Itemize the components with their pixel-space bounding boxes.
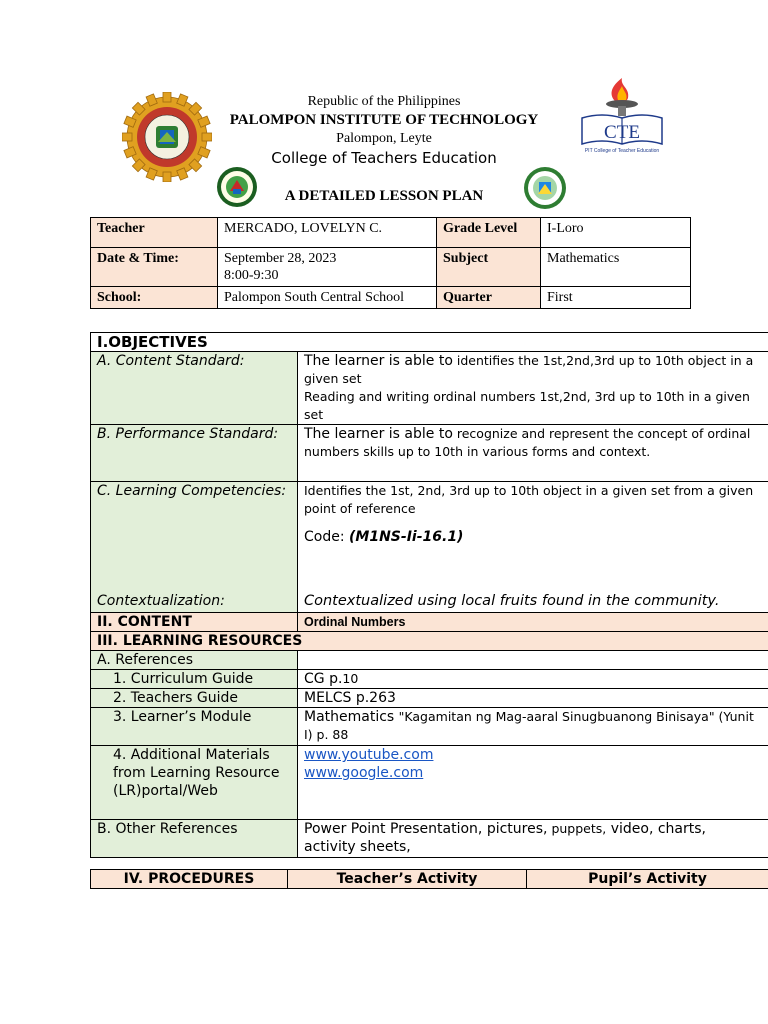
content-heading: II. CONTENT <box>91 613 298 632</box>
date-time-value <box>218 248 437 287</box>
references-label: A. References <box>91 651 298 670</box>
learning-competencies-value <box>298 482 768 613</box>
contextualization-text: Contextualized using local fruits found in the community. <box>304 593 720 609</box>
school-seal-right-icon <box>523 166 567 210</box>
cte-logo-caption: PIT College of Teacher Education <box>584 148 660 154</box>
time-value: 8:00-9:30 <box>224 268 279 283</box>
performance-standard-lead: The learner is able to <box>304 426 453 442</box>
curriculum-guide-label: 1. Curriculum Guide <box>91 670 298 689</box>
procedures-heading: IV. PROCEDURES <box>91 870 288 889</box>
code-value: (M1NS-Ii-16.1) <box>349 529 464 545</box>
content-standard-value <box>298 352 768 425</box>
cte-logo-text: CTE <box>604 122 640 143</box>
school-value: Palompon South Central School <box>218 287 437 309</box>
curriculum-guide-main: CG p. <box>304 671 343 687</box>
youtube-link[interactable]: www.youtube.com <box>304 747 434 763</box>
quarter-value: First <box>541 287 691 309</box>
learners-module-detail: "Kagamitan ng Mag-aaral Sinugbuanong Binisaya" (Yunit I) p. 88 <box>304 709 754 742</box>
procedures-table <box>90 869 768 889</box>
quarter-label: Quarter <box>437 287 541 309</box>
objectives-table <box>90 332 768 858</box>
other-references-small: puppets, <box>547 821 607 836</box>
teachers-activity-heading: Teacher’s Activity <box>288 870 527 889</box>
teacher-value: MERCADO, LOVELYN C. <box>218 218 437 248</box>
additional-materials-links <box>298 746 768 820</box>
curriculum-guide-value <box>298 670 768 689</box>
teacher-label: Teacher <box>91 218 218 248</box>
other-references-label: B. Other References <box>91 820 298 858</box>
content-standard-text-2: Reading and writing ordinal numbers 1st,2nd, 3rd up to 10th in a given set <box>304 389 750 422</box>
other-references-b: video, charts, activity sheets, <box>304 821 706 855</box>
location-line: Palompon, Leyte <box>336 131 432 146</box>
other-references-value <box>298 820 768 858</box>
additional-materials-label: 4. Additional Materials from Learning Resource (LR)portal/Web <box>91 746 298 820</box>
google-link[interactable]: www.google.com <box>304 765 424 781</box>
other-references-a: Power Point Presentation, pictures, <box>304 821 548 837</box>
content-standard-label: A. Content Standard: <box>91 352 298 425</box>
teacher-info-table <box>90 217 691 309</box>
date-value: September 28, 2023 <box>224 251 337 266</box>
references-value <box>298 651 768 670</box>
code-label: Code: <box>304 529 350 545</box>
subject-label: Subject <box>437 248 541 287</box>
institute-name: PALOMPON INSTITUTE OF TECHNOLOGY <box>229 112 539 128</box>
pupils-activity-heading: Pupil’s Activity <box>527 870 768 889</box>
grade-level-value: I-Loro <box>541 218 691 248</box>
learners-module-value <box>298 708 768 746</box>
learning-competencies-label: C. Learning Competencies: <box>97 483 287 499</box>
content-standard-lead: The learner is able to <box>304 353 453 369</box>
date-time-label: Date & Time: <box>91 248 218 287</box>
competency-text: Identifies the 1st, 2nd, 3rd up to 10th object in a given set from a given point of reference <box>304 483 754 516</box>
college-name: College of Teachers Education <box>271 149 497 167</box>
learning-resources-heading: III. LEARNING RESOURCES <box>91 632 768 651</box>
learners-module-label: 3. Learner’s Module <box>91 708 298 746</box>
lesson-plan-title: A DETAILED LESSON PLAN <box>284 188 484 204</box>
performance-standard-text: recognize and represent the concept of ordinal numbers skills up to 10th in various forms and context. <box>304 426 751 459</box>
performance-standard-value <box>298 425 768 482</box>
republic-line: Republic of the Philippines <box>307 94 461 109</box>
competency-code <box>304 528 762 546</box>
content-value: Ordinal Numbers <box>298 613 768 632</box>
contextualization-label: Contextualization: <box>97 593 225 609</box>
learners-module-main: Mathematics <box>304 709 399 725</box>
learning-competencies-cell <box>91 482 298 613</box>
teachers-guide-value: MELCS p.263 <box>298 689 768 708</box>
performance-standard-label: B. Performance Standard: <box>91 425 298 482</box>
subject-value: Mathematics <box>541 248 691 287</box>
content-standard-text: identifies the 1st,2nd,3rd up to 10th object in a given set <box>304 353 754 386</box>
objectives-heading: I.OBJECTIVES <box>91 333 768 352</box>
school-label: School: <box>91 287 218 309</box>
teachers-guide-label: 2. Teachers Guide <box>91 689 298 708</box>
grade-level-label: Grade Level <box>437 218 541 248</box>
cte-logo <box>578 78 666 158</box>
curriculum-guide-page: 10 <box>342 671 359 686</box>
